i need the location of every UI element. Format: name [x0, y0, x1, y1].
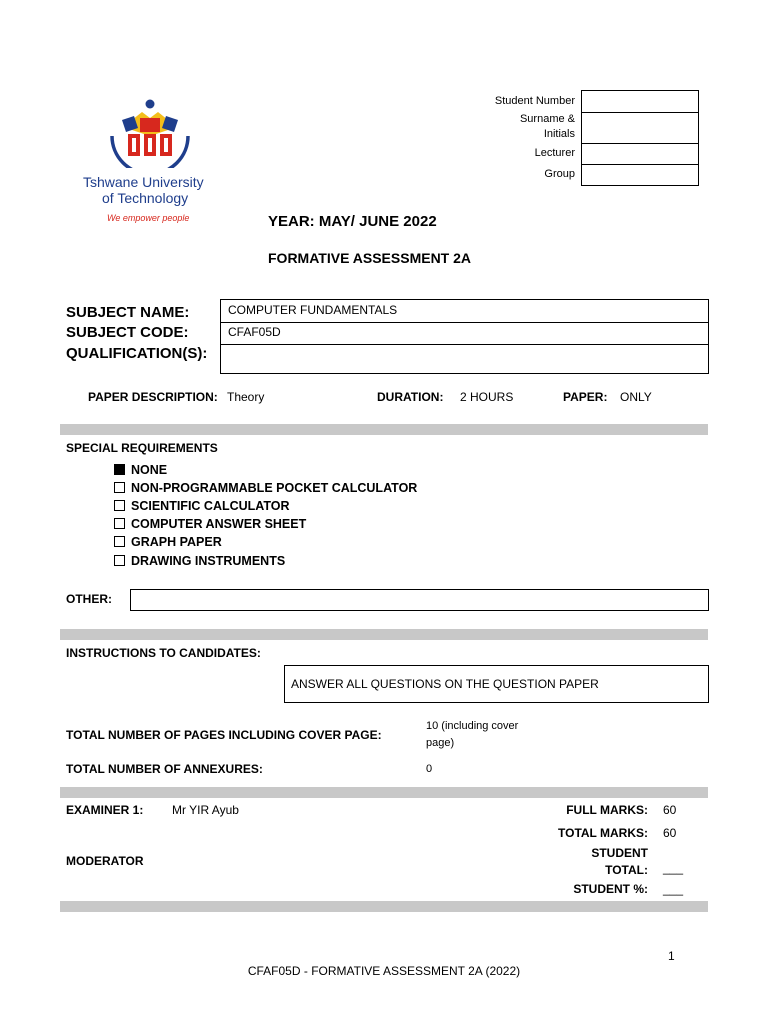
paper-value: ONLY [620, 390, 652, 404]
requirement-label: COMPUTER ANSWER SHEET [131, 517, 307, 531]
logo-name-line1: Tshwane University [83, 174, 204, 190]
tut-emblem-icon [80, 96, 220, 168]
full-marks-value: 60 [663, 803, 677, 817]
requirement-drawing-instruments[interactable] [114, 554, 285, 568]
surname-label-line2: Initials [543, 128, 575, 140]
student-percent-label: STUDENT %: [573, 882, 648, 896]
checkbox-icon[interactable] [114, 518, 125, 529]
instructions-text: ANSWER ALL QUESTIONS ON THE QUESTION PAPER [291, 677, 599, 691]
divider-4 [60, 901, 708, 912]
subject-name-field [220, 299, 709, 323]
checkbox-icon[interactable] [114, 500, 125, 511]
full-marks-label: FULL MARKS: [566, 803, 648, 817]
subject-code-label: SUBJECT CODE: [66, 324, 189, 341]
qualification-label: QUALIFICATION(S): [66, 345, 208, 362]
examiner-value: Mr YIR Ayub [172, 803, 239, 817]
requirement-answer-sheet[interactable] [114, 517, 306, 531]
student-number-field[interactable] [581, 90, 699, 113]
total-marks-label: TOTAL MARKS: [558, 826, 648, 840]
examiner-label: EXAMINER 1: [66, 803, 144, 817]
paper-label: PAPER: [563, 390, 608, 404]
total-pages-value-line2: page) [426, 737, 455, 749]
subject-code-value: CFAF05D [228, 325, 281, 339]
divider-1 [60, 424, 708, 435]
page-number: 1 [668, 949, 675, 963]
group-label: Group [544, 168, 575, 180]
requirement-graph-paper[interactable] [114, 535, 222, 549]
instructions-title: INSTRUCTIONS TO CANDIDATES: [66, 646, 261, 660]
checkbox-checked-icon[interactable] [114, 464, 125, 475]
special-requirements-title: SPECIAL REQUIREMENTS [66, 441, 218, 455]
checkbox-icon[interactable] [114, 536, 125, 547]
total-annexures-label: TOTAL NUMBER OF ANNEXURES: [66, 762, 263, 776]
divider-2 [60, 629, 708, 640]
moderator-label: MODERATOR [66, 854, 144, 868]
group-field[interactable] [581, 164, 699, 186]
total-marks-value: 60 [663, 826, 677, 840]
logo-name-line2: of Technology [102, 190, 189, 206]
requirement-scientific-calculator[interactable] [114, 499, 290, 513]
paper-description-label: PAPER DESCRIPTION: [88, 390, 218, 404]
lecturer-label: Lecturer [534, 147, 575, 159]
requirement-label: GRAPH PAPER [131, 535, 222, 549]
footer-text: CFAF05D - FORMATIVE ASSESSMENT 2A (2022) [247, 964, 521, 978]
lecturer-field[interactable] [581, 143, 699, 165]
divider-3 [60, 787, 708, 798]
subject-code-field [220, 322, 709, 345]
total-annexures-value: 0 [426, 763, 433, 775]
year-heading: YEAR: MAY/ JUNE 2022 [268, 213, 437, 230]
assessment-heading: FORMATIVE ASSESSMENT 2A [268, 250, 472, 266]
checkbox-icon[interactable] [114, 555, 125, 566]
other-label: OTHER: [66, 592, 112, 606]
total-pages-value-line1: 10 (including cover [426, 720, 519, 732]
student-percent-value: ___ [663, 882, 684, 896]
requirement-label: NONE [131, 463, 168, 477]
qualification-field [220, 344, 709, 374]
surname-label-line1: Surname & [519, 113, 575, 125]
logo-tagline: We empower people [107, 213, 190, 223]
paper-description-value: Theory [227, 390, 265, 404]
duration-value: 2 HOURS [460, 390, 514, 404]
requirement-label: SCIENTIFIC CALCULATOR [131, 499, 290, 513]
instructions-box [284, 665, 709, 703]
requirement-none[interactable] [114, 463, 167, 477]
subject-name-value: COMPUTER FUNDAMENTALS [228, 303, 398, 317]
university-logo [80, 96, 220, 228]
student-total-value: ___ [663, 861, 684, 875]
total-pages-label: TOTAL NUMBER OF PAGES INCLUDING COVER PAGE: [66, 728, 382, 742]
checkbox-icon[interactable] [114, 482, 125, 493]
student-total-label-line1: STUDENT [591, 846, 648, 860]
subject-name-label: SUBJECT NAME: [66, 304, 190, 321]
requirement-label: NON-PROGRAMMABLE POCKET CALCULATOR [131, 481, 418, 495]
requirement-pocket-calculator[interactable] [114, 481, 417, 495]
student-total-label-line2: TOTAL: [605, 863, 648, 877]
student-number-label: Student Number [494, 95, 575, 107]
surname-field[interactable] [581, 112, 699, 144]
other-field[interactable] [130, 589, 709, 611]
duration-label: DURATION: [377, 390, 444, 404]
requirement-label: DRAWING INSTRUMENTS [131, 554, 286, 568]
